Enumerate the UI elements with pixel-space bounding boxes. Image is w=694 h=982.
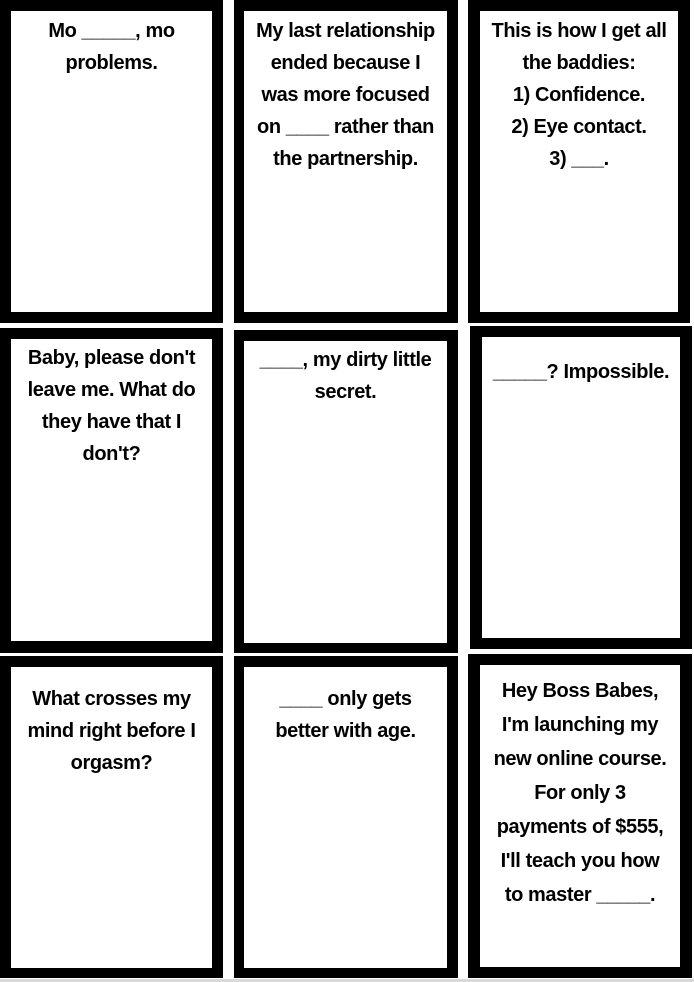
card-face [480, 11, 678, 312]
card-prompt-text: ____ only gets better with age. [275, 688, 416, 742]
prompt-card-9 [468, 654, 692, 978]
card-face [11, 11, 212, 312]
card-prompt-text: Baby, please don't leave me. What do they have that I don't? [27, 347, 196, 465]
prompt-card-6 [470, 326, 692, 649]
card-face [480, 665, 680, 967]
prompt-card-2 [234, 0, 458, 323]
card-face [11, 339, 212, 641]
prompt-card-1 [0, 0, 223, 323]
card-prompt-text: My last relationship ended because I was more focused on ____ rather than the partnership. [256, 20, 435, 170]
card-prompt-text: ____, my dirty little secret. [259, 349, 432, 403]
card-face [244, 341, 447, 643]
prompt-card-7 [0, 656, 223, 978]
card-face [244, 11, 447, 312]
card-face [244, 667, 447, 968]
prompt-card-3 [468, 0, 690, 323]
prompt-card-4 [0, 328, 223, 653]
card-prompt-text: Hey Boss Babes, I'm launching my new online course. For only 3 payments of $555, I'll teach you how to master _____. [493, 680, 667, 906]
card-prompt-text: _____? Impossible. [492, 361, 670, 383]
card-prompt-text: What crosses my mind right before I orgasm? [27, 688, 196, 774]
card-face [482, 337, 680, 638]
card-prompt-text: This is how I get all the baddies: 1) Confidence. 2) Eye contact. 3) ___. [491, 20, 667, 170]
card-face [11, 667, 212, 968]
card-prompt-text: Mo _____, mo problems. [48, 20, 175, 74]
prompt-card-8 [234, 656, 458, 978]
prompt-card-5 [234, 330, 458, 653]
